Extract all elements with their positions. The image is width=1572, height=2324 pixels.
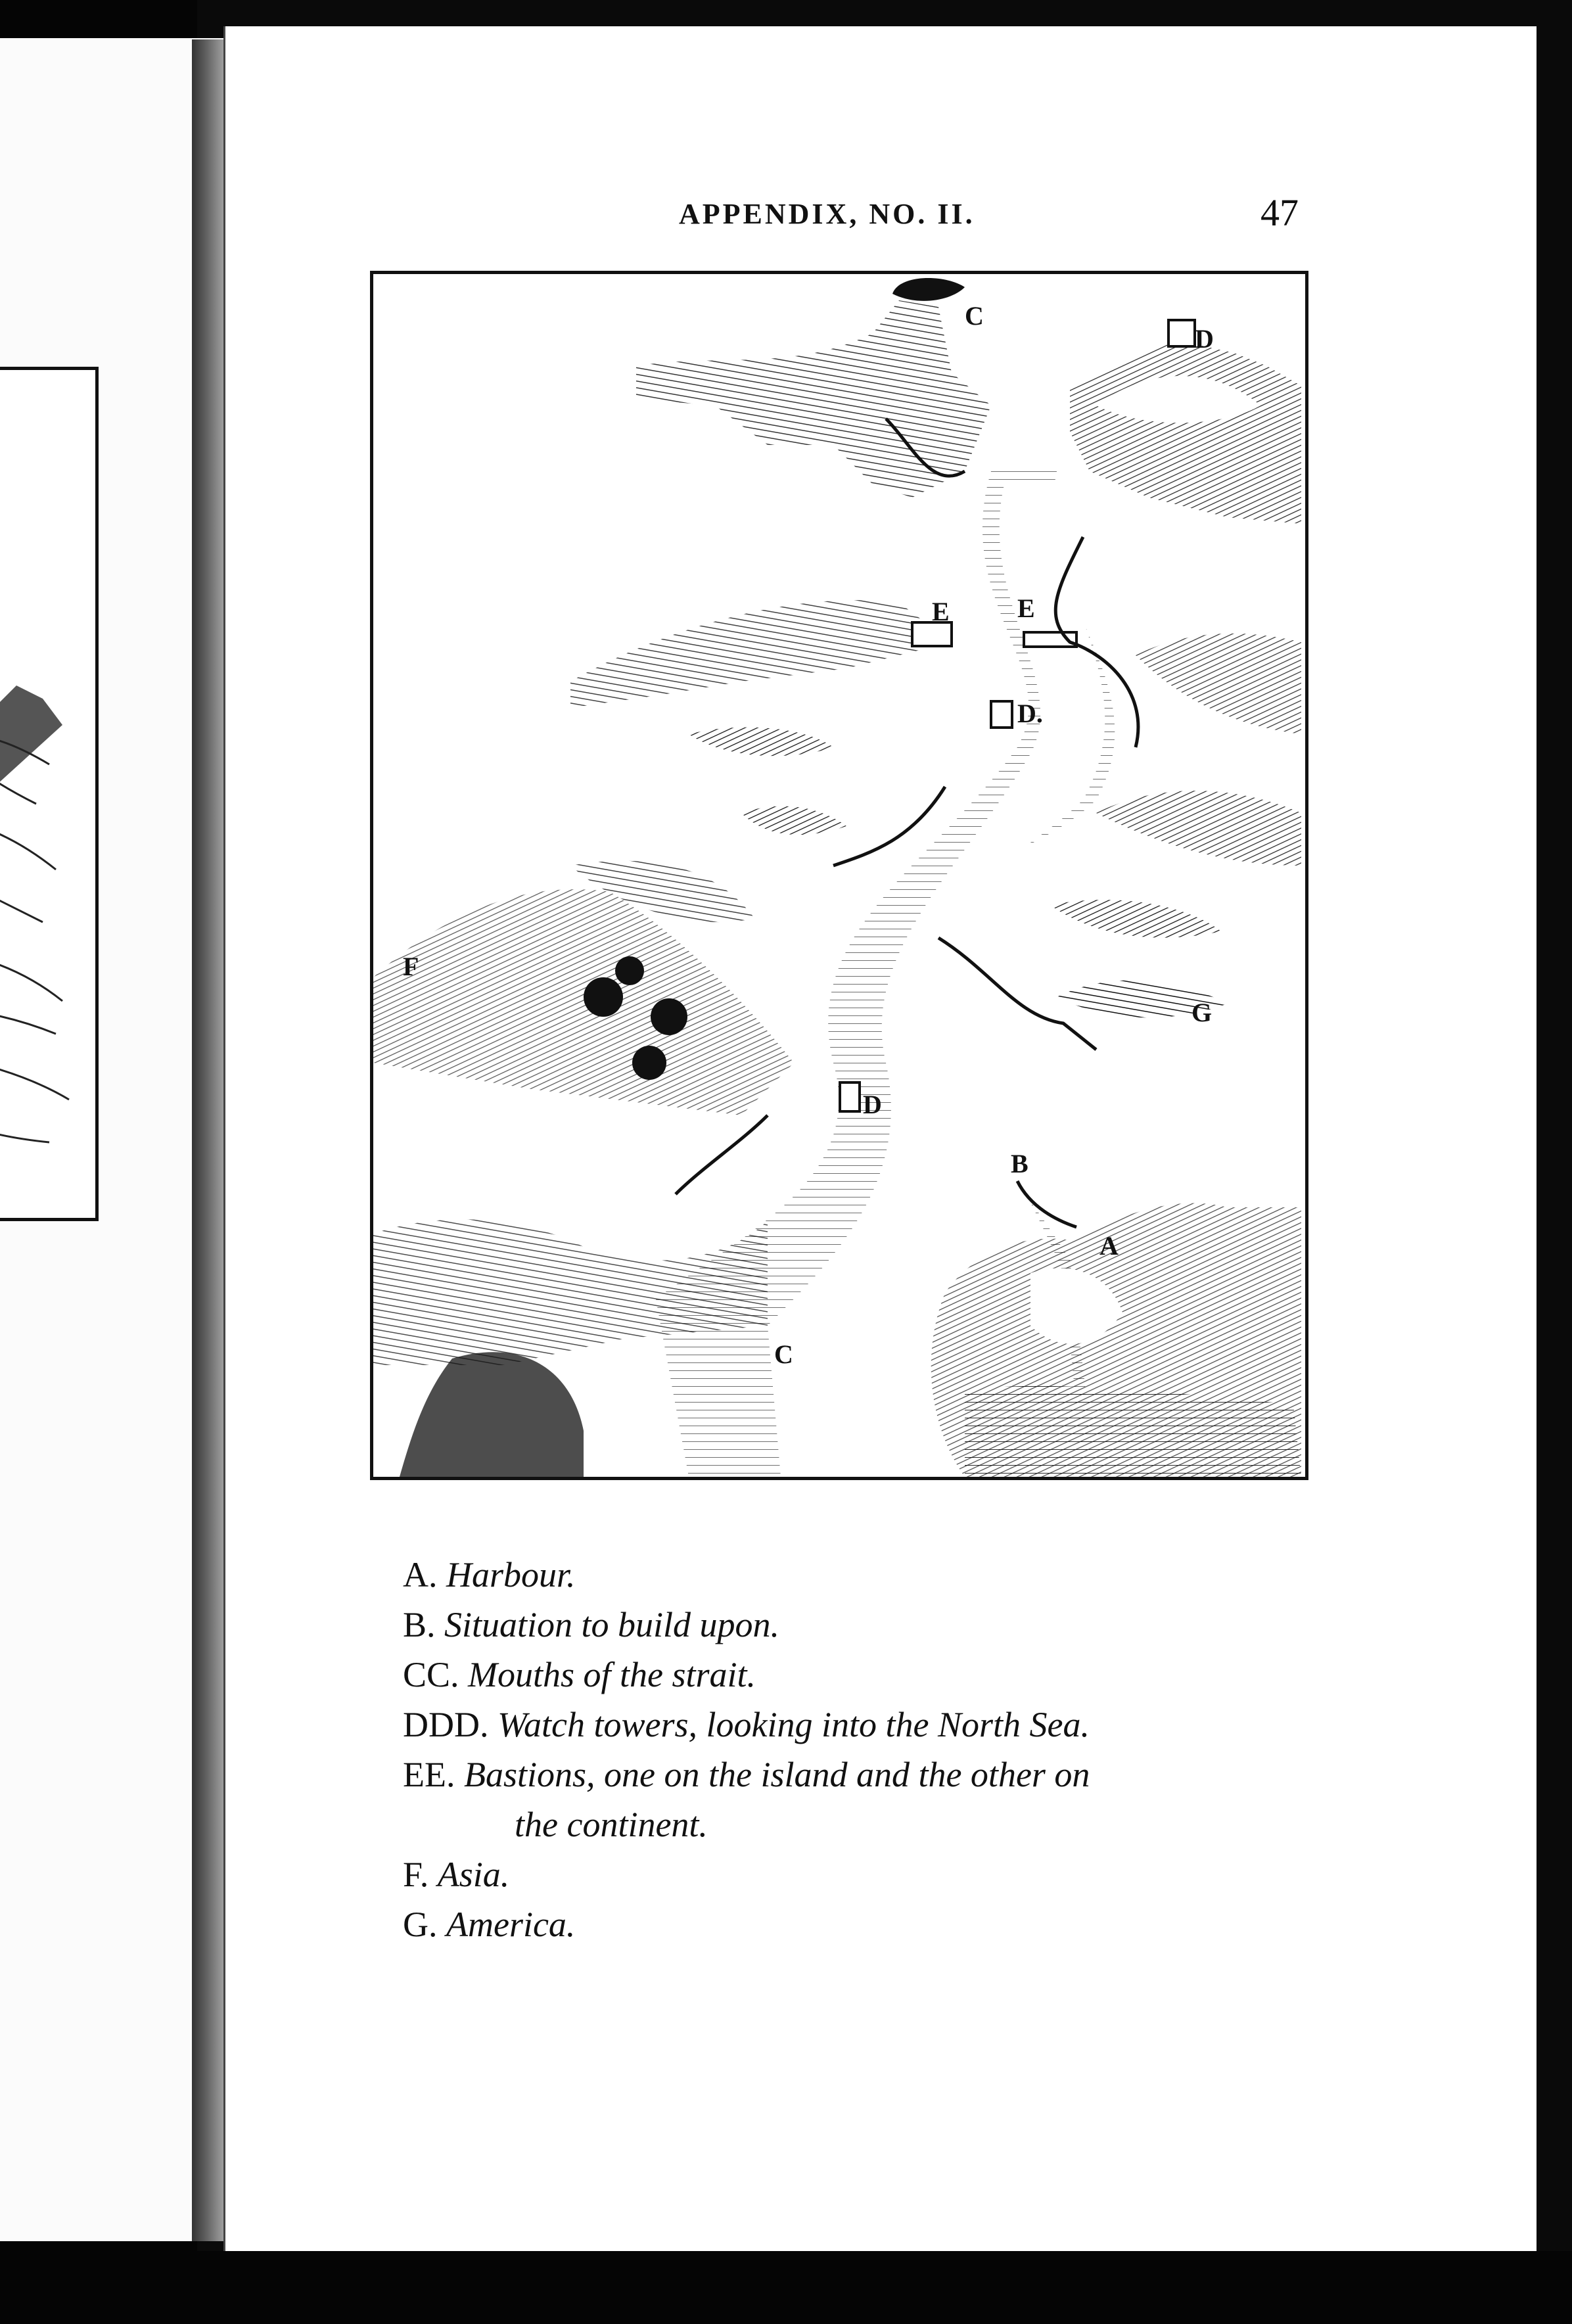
legend-text: Asia. xyxy=(437,1855,510,1894)
legend-text: Situation to build upon. xyxy=(444,1605,780,1644)
legend-item-b xyxy=(403,1600,1454,1650)
legend-text: Harbour. xyxy=(446,1555,576,1594)
legend-item-ee xyxy=(403,1750,1454,1849)
legend-item-cc xyxy=(403,1650,1454,1700)
legend-text-continuation: the continent. xyxy=(515,1805,708,1844)
facing-page-plate xyxy=(0,367,99,1221)
page-header xyxy=(225,177,1537,234)
label-c-top: C xyxy=(965,301,984,331)
label-b: B xyxy=(1011,1149,1029,1178)
book-page xyxy=(223,26,1537,2251)
legend-key: B. xyxy=(403,1605,436,1644)
legend-text: Watch towers, looking into the North Sea. xyxy=(497,1705,1090,1744)
label-e-left: E xyxy=(932,597,950,626)
legend-key: A. xyxy=(403,1555,438,1594)
label-d-lower: D xyxy=(863,1090,882,1119)
legend-item-g xyxy=(403,1899,1454,1949)
legend-item-f xyxy=(403,1849,1454,1899)
running-head: APPENDIX, NO. II. xyxy=(679,198,975,230)
figure-legend xyxy=(403,1550,1454,1949)
legend-item-a xyxy=(403,1550,1454,1600)
label-c-bottom: C xyxy=(774,1339,793,1369)
label-d-top: D xyxy=(1195,324,1214,354)
strait-map-engraving xyxy=(370,271,1308,1480)
legend-item-ddd xyxy=(403,1700,1454,1750)
legend-text: Bastions, one on the island and the other on xyxy=(463,1755,1090,1794)
legend-key: EE. xyxy=(403,1755,455,1794)
legend-key: CC. xyxy=(403,1655,459,1694)
legend-key: DDD. xyxy=(403,1705,489,1744)
legend-key: G. xyxy=(403,1905,438,1944)
label-d-middle: D. xyxy=(1017,699,1043,728)
label-g: G xyxy=(1191,998,1213,1027)
label-e-right: E xyxy=(1017,593,1035,623)
legend-text: Mouths of the strait. xyxy=(468,1655,756,1694)
label-f: F xyxy=(403,952,419,981)
label-a: A xyxy=(1099,1231,1119,1261)
legend-text: America. xyxy=(446,1905,576,1944)
page-number: 47 xyxy=(1260,191,1299,234)
scan-border-bottom xyxy=(0,2251,1572,2324)
legend-key: F. xyxy=(403,1855,429,1894)
